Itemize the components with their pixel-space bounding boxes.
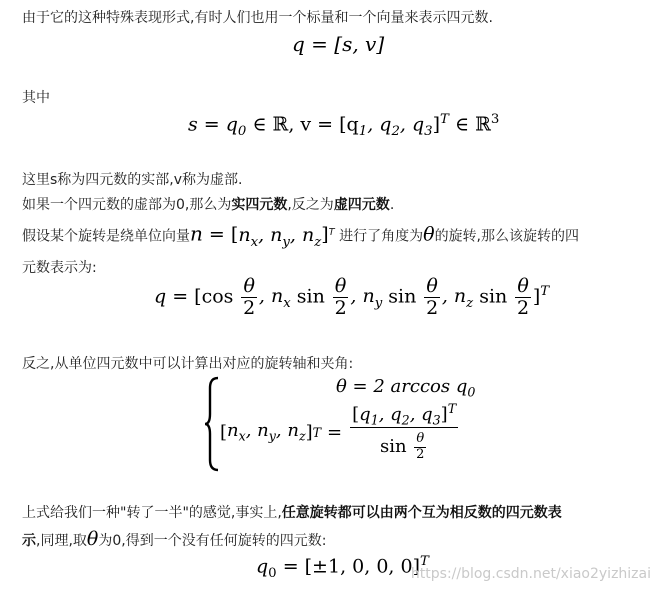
watermark-text: https://blog.csdn.net/xiao2yizhizai	[410, 566, 651, 582]
equation-axis-angle-system	[200, 372, 500, 472]
para5-text-d: 元数表示为:	[22, 260, 97, 277]
left-brace-icon	[204, 376, 220, 472]
para4-bold-imaginary: 虚四元数	[333, 197, 390, 213]
theta-row: θ = 2 $\arccos q_0$	[336, 376, 476, 400]
axis-row: [ $n_x$, $n_y$, $n_z$ ] T = [$q_1$, $q_2$, $q_3]^T$ sin $\frac{\theta}{2}$	[220, 401, 457, 462]
paragraph-rotation: 假设某个旋转是绕单位向量$n = [n_x$, $n_y$, $n_z]^T$ 进行了角度为θ的旋转,那么该旋转的四 元数表示为:	[22, 221, 580, 277]
para7-text-a: 上式给我们一种"转了一半"的感觉,事实上,	[22, 505, 282, 521]
equation-q-s-v-text: q = [s, v]	[292, 32, 385, 56]
paragraph-half-rotation: 上式给我们一种"转了一半"的感觉,事实上,任意旋转都可以由两个互为相反数的四元数表 示,同理,取θ为0,得到一个没有任何旋转的四元数:	[22, 505, 562, 550]
para7-bold-a: 任意旋转都可以由两个互为相反数的四元数表	[281, 505, 562, 521]
para5-text-a: 假设某个旋转是绕单位向量	[22, 228, 190, 245]
eq2-part-a: s = q	[188, 113, 238, 136]
paragraph-where: 其中	[22, 90, 50, 106]
paragraph-real-imaginary: 这里s称为四元数的实部,v称为虚部.	[22, 172, 243, 188]
eq2-part-d: ∈ ℝ	[454, 113, 491, 136]
eq5-text: = [±1, 0, 0, 0]	[282, 555, 420, 578]
paragraph-real-quaternion	[22, 195, 394, 215]
para4-text-e: .	[389, 197, 395, 213]
equation-q-s-v	[292, 32, 384, 56]
para7-bold-b: 示	[22, 533, 36, 549]
para4-bold-real: 实四元数	[231, 197, 288, 213]
equation-rotation-quaternion: q = [cos $\frac{\theta}{2}$ , $n_x$ sin $\frac{\theta}{2}$ , $n_y$ sin $\frac{\theta}{2}$ , $n_z$ sin $\frac{\theta}{2}$ ]$^T$	[154, 275, 550, 319]
paragraph-inverse: 反之,从单位四元数中可以计算出对应的旋转轴和夹角:	[22, 356, 354, 372]
paragraph-intro: 由于它的这种特殊表现形式,有时人们也用一个标量和一个向量来表示四元数.	[22, 10, 493, 26]
eq2-part-c: ]	[432, 113, 441, 136]
eq2-part-b: ∈ ℝ, v = [q	[252, 113, 359, 136]
eq4-theta-text: θ = 2 arccos q	[336, 376, 468, 397]
equation-identity-quaternion: $q_0 = [\pm 1$, 0, 0, 0]$^T$	[256, 554, 429, 582]
para7-text-d: ,同理,取	[36, 533, 87, 549]
para5-text-b: 进行了角度为	[339, 228, 424, 245]
para7-text-e: 为0,得到一个没有任何旋转的四元数:	[98, 533, 327, 549]
para4-text-c: ,反之为	[287, 197, 334, 213]
para5-text-c: 的旋转,那么该旋转的四	[434, 228, 580, 245]
para4-text-a: 如果一个四元数的虚部为0,那么为	[22, 197, 232, 213]
equation-s-v-definition: $s = q_0$ ∈ ℝ, $v = [q_1$, $q_2$, $q_3]^T$ ∈ ℝ$^3$	[188, 112, 500, 140]
